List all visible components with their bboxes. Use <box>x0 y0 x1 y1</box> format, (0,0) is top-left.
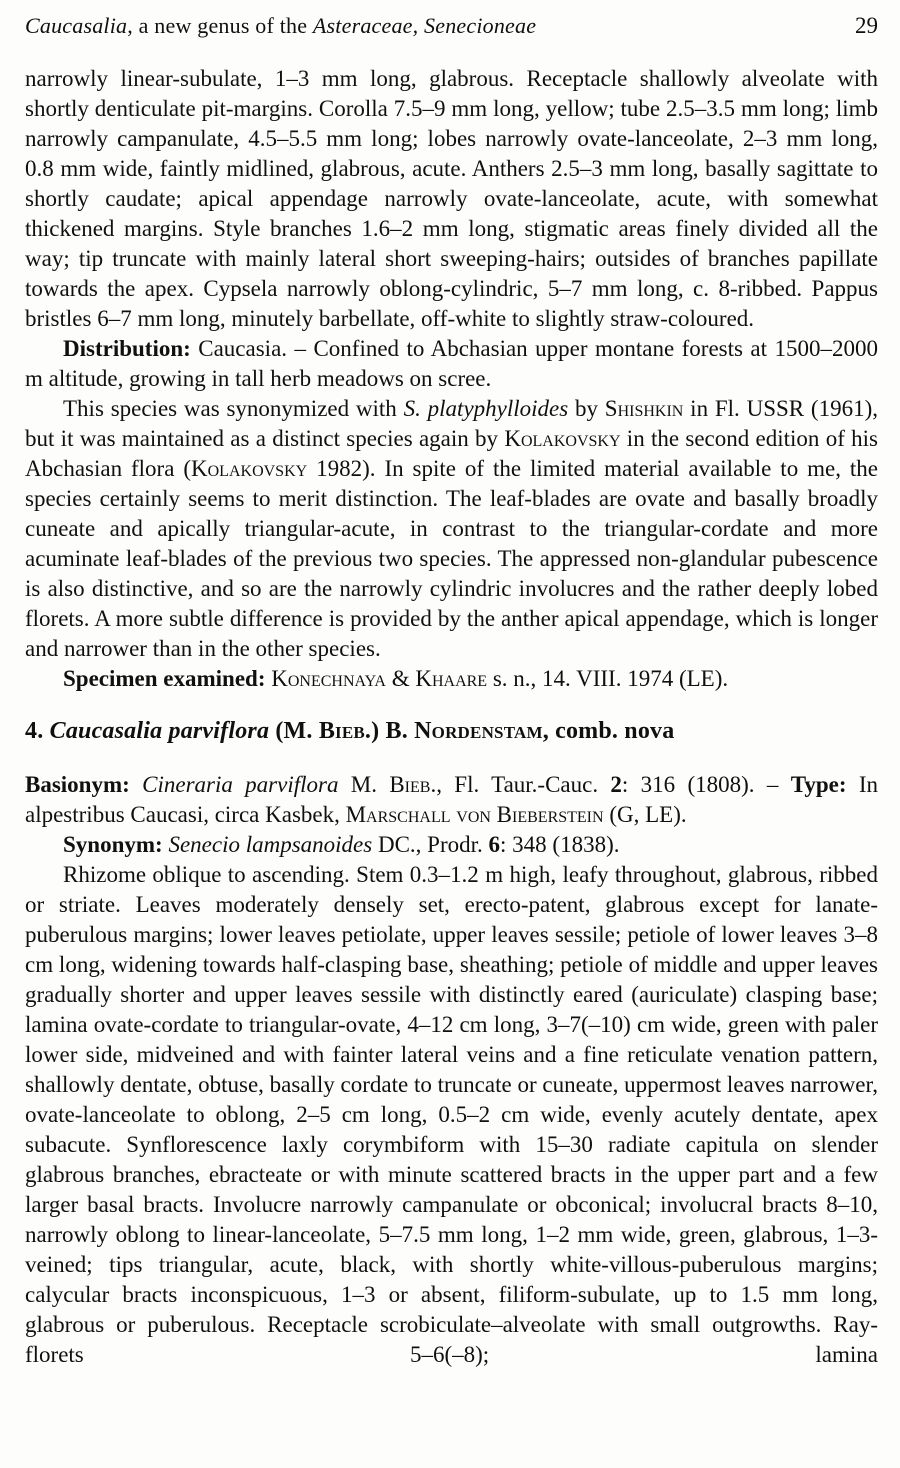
running-head <box>25 12 878 40</box>
paragraph-species-description: Rhizome oblique to ascending. Stem 0.3–1.2 m high, leafy throughout, glabrous, ribbed or striate. Leaves moderately densely set, erecto-patent, glabrous except for lanate-puberulous margins; lower leaves petiolate, upper leaves sessile; petiole of lower leaves 3–8 cm long, widening towards half-clasping base, sheathing; petiole of middle and upper leaves gradually shorter and upper leaves sessile with distinctly eared (auriculate) clasping base; lamina ovate-cordate to triangular-ovate, 4–12 cm long, 3–7(–10) cm wide, green with paler lower side, midveined and with fainter lateral veins and a fine reticulate venation pattern, shallowly dentate, obtuse, basally cordate to truncate or cuneate, uppermost leaves narrower, ovate-lanceolate to oblong, 2–5 cm long, 0.5–2 cm wide, evenly acutely dentate, apex subacute. Synflorescence laxly corymbiform with 15–30 radiate capitula on slender glabrous branches, ebracteate or with minute scattered bracts in the upper part and a few larger basal bracts. Involucre narrowly campanulate or obconical; involucral bracts 8–10, narrowly oblong to linear-lanceolate, 5–7.5 mm long, 1–2 mm wide, green, glabrous, 1–3-veined; tips triangular, acute, black, with shortly white-villous-puberulous margins; calycular bracts inconspicuous, 1–3 or absent, filiform-subulate, up to 1.5 mm long, glabrous or puberulous. Receptacle scrobiculate–alveolate with small outgrowths. Ray-florets 5–6(–8); lamina <box>25 862 878 1367</box>
page-number: 29 <box>855 13 878 38</box>
species-heading: 4. Caucasalia parviflora (M. Bieb.) B. Nordenstam, comb. nova <box>25 718 675 744</box>
paragraph-floret-description: narrowly linear-subulate, 1–3 mm long, glabrous. Receptacle shallowly alveolate with shortly denticulate pit-margins. Corolla 7.5–9 mm long, yellow; tube 2.5–3.5 mm long; limb narrowly campanulate, 4.5–5.5 mm long; lobes narrowly ovate-lanceolate, 2–3 mm long, 0.8 mm wide, faintly midlined, glabrous, acute. Anthers 2.5–3 mm long, basally sagittate to shortly caudate; apical appendage narrowly ovate-lanceolate, acute, with somewhat thickened margins. Style branches 1.6–2 mm long, stigmatic areas finely divided all the way; tip truncate with mainly lateral short sweeping-hairs; outsides of branches papillate towards the apex. Cypsela narrowly oblong-cylindric, 5–7 mm long, c. 8-ribbed. Pappus bristles 6–7 mm long, minutely barbellate, off-white to slightly straw-coloured. <box>25 66 878 331</box>
paragraph-specimen-examined: Specimen examined: Konechnaya & Khaare s. n., 14. VIII. 1974 (LE). <box>63 666 729 691</box>
paragraph-distribution: Distribution: Caucasia. – Confined to Abchasian upper montane forests at 1500–2000 m altitude, growing in tall herb meadows on scree. <box>25 336 878 391</box>
page-body <box>25 64 878 1370</box>
running-head-title: Caucasalia, a new genus of the Asteraceae, Senecioneae <box>25 13 537 38</box>
paragraph-basionym: Basionym: Cineraria parviflora M. Bieb., Fl. Taur.-Cauc. 2: 316 (1808). – Type: In alpestribus Caucasi, circa Kasbek, Marschall von Bieberstein (G, LE). <box>25 772 878 827</box>
paragraph-discussion: This species was synonymized with S. platyphylloides by Shishkin in Fl. USSR (1961), but it was maintained as a distinct species again by Kolakovsky in the second edition of his Abchasian flora (Kolakovsky 1982). In spite of the limited material available to me, the species certainly seems to merit distinction. The leaf-blades are ovate and basally broadly cuneate and apically triangular-acute, in contrast to the triangular-cordate and more acuminate leaf-blades of the previous two species. The appressed non-glandular pubescence is also distinctive, and so are the narrowly cylindric involucres and the rather deeply lobed florets. A more subtle difference is provided by the anther apical appendage, which is longer and narrower than in the other species. <box>25 396 878 661</box>
paragraph-synonym: Synonym: Senecio lampsanoides DC., Prodr. 6: 348 (1838). <box>63 832 620 857</box>
